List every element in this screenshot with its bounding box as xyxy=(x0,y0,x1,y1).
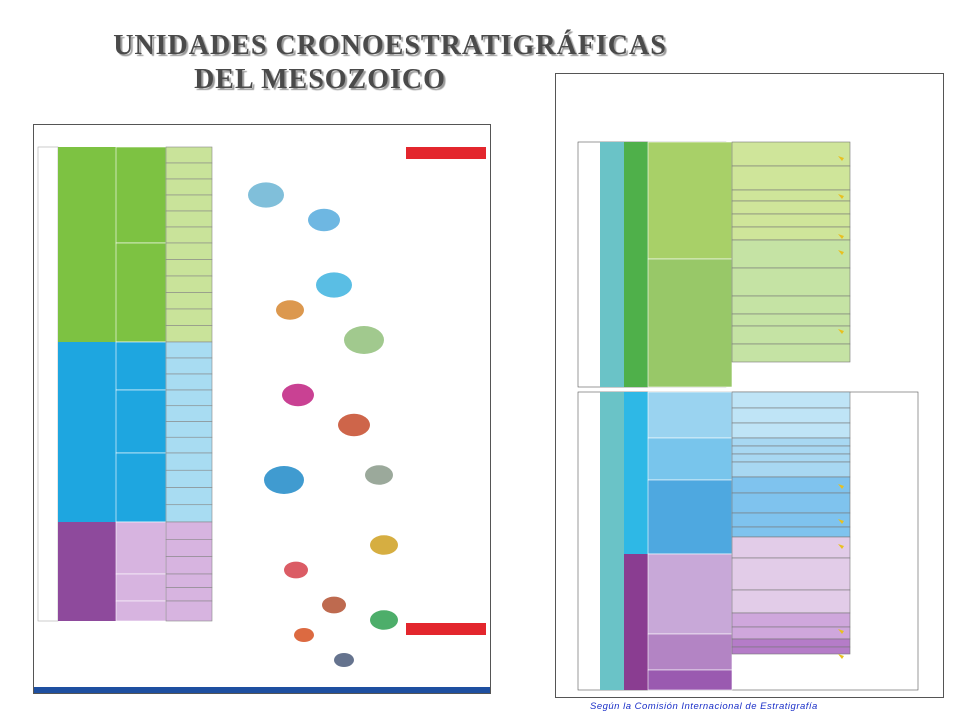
series-tri-inferior xyxy=(648,670,732,690)
stage-cell xyxy=(166,293,212,310)
stage-cell xyxy=(732,344,850,362)
stage-cell xyxy=(732,166,850,190)
stage-cell xyxy=(732,201,850,214)
stage-cell xyxy=(732,423,850,438)
stage-cell xyxy=(732,214,850,227)
stage-cell xyxy=(166,163,212,179)
fossil-illustration-icon xyxy=(338,414,370,436)
stage-cell xyxy=(732,477,850,493)
source-caption: Según la Comisión Internacional de Estratigrafía xyxy=(590,701,818,712)
stage-cell xyxy=(166,147,212,163)
stage-cell xyxy=(732,392,850,408)
left-chart-graphics xyxy=(34,125,490,693)
stage-cell xyxy=(732,446,850,454)
stage-cell xyxy=(166,358,212,374)
stage-cell xyxy=(166,309,212,326)
period-cretacico xyxy=(624,142,648,387)
stage-cell xyxy=(732,142,850,166)
right-ics-chart xyxy=(555,73,944,698)
stage-cell xyxy=(732,527,850,537)
fossil-illustration-icon xyxy=(248,182,284,207)
fossil-illustration-icon xyxy=(276,300,304,320)
stage-cell xyxy=(732,627,850,639)
stage-cell xyxy=(732,240,850,268)
stage-cell xyxy=(732,558,850,590)
stage-cell xyxy=(166,211,212,227)
epoch-keuper xyxy=(116,522,166,574)
stage-cell xyxy=(166,437,212,453)
page-subtitle: DEL MESOZOICO xyxy=(194,64,446,95)
stage-cell xyxy=(166,179,212,195)
series-cret-superior xyxy=(648,142,732,259)
epoch-tri-medio xyxy=(116,574,166,601)
fossil-illustration-icon xyxy=(322,597,346,614)
stage-cell xyxy=(732,408,850,423)
stage-cell xyxy=(166,374,212,390)
stage-cell xyxy=(166,539,212,556)
period-triasico xyxy=(624,554,648,690)
stage-cell xyxy=(732,454,850,462)
stage-cell xyxy=(732,462,850,477)
stage-cell xyxy=(166,227,212,243)
fossil-illustration-icon xyxy=(334,653,354,667)
era-mesozoico-top xyxy=(600,142,624,387)
bottom-strip xyxy=(34,687,490,693)
stage-cell xyxy=(166,601,212,621)
epoch-lias xyxy=(116,453,166,522)
stage-cell xyxy=(732,438,850,446)
left-geologic-chart xyxy=(33,124,491,694)
series-tri-superior xyxy=(648,554,732,634)
epoch-tri-inferior xyxy=(116,601,166,621)
series-jur-medio xyxy=(648,438,732,480)
epoch-dogger xyxy=(116,390,166,453)
stage-cell xyxy=(166,505,212,522)
period-jurasico xyxy=(624,392,648,554)
stage-cell xyxy=(732,639,850,647)
extinction-bar-top xyxy=(406,147,486,159)
stage-cell xyxy=(166,557,212,574)
series-jur-inferior xyxy=(648,480,732,554)
stage-cell xyxy=(166,522,212,539)
stage-cell xyxy=(166,260,212,277)
right-chart-graphics xyxy=(556,74,943,697)
stage-cell xyxy=(732,314,850,326)
stage-cell xyxy=(166,453,212,470)
stage-cell xyxy=(732,296,850,314)
stage-cell xyxy=(166,488,212,505)
epoch-cret-inferior xyxy=(116,243,166,342)
era-mesozoico-bottom xyxy=(600,392,624,690)
stage-cell xyxy=(732,613,850,627)
fossil-illustration-icon xyxy=(264,466,304,494)
series-jur-superior xyxy=(648,392,732,438)
stage-cell xyxy=(166,574,212,588)
stage-cell xyxy=(166,422,212,438)
fossil-illustration-icon xyxy=(284,562,308,579)
fossil-illustration-icon xyxy=(282,384,314,406)
fossil-illustration-icon xyxy=(308,209,340,231)
extinction-bar-bottom xyxy=(406,623,486,635)
stage-cell xyxy=(166,195,212,211)
stage-cell xyxy=(732,227,850,240)
stage-cell xyxy=(732,268,850,296)
stage-cell xyxy=(732,513,850,527)
era-column xyxy=(38,147,58,621)
stage-cell xyxy=(732,493,850,513)
stage-cell xyxy=(732,190,850,201)
page-title: UNIDADES CRONOESTRATIGRÁFICAS xyxy=(113,30,667,61)
series-tri-medio xyxy=(648,634,732,670)
series-cret-inferior xyxy=(648,259,732,387)
stage-cell xyxy=(166,588,212,602)
fossil-illustration-icon xyxy=(370,610,398,630)
stage-cell xyxy=(166,243,212,260)
stage-cell xyxy=(732,326,850,344)
stage-cell xyxy=(732,647,850,654)
stage-cell xyxy=(166,390,212,406)
stage-cell xyxy=(166,276,212,293)
fossil-illustration-icon xyxy=(316,272,352,297)
stage-cell xyxy=(732,590,850,613)
stage-cell xyxy=(166,406,212,422)
fossil-illustration-icon xyxy=(344,326,384,354)
fossil-illustration-icon xyxy=(370,535,398,555)
epoch-cret-superior xyxy=(116,147,166,243)
stage-cell xyxy=(166,342,212,358)
stage-cell xyxy=(166,470,212,487)
fossil-illustration-icon xyxy=(294,628,314,642)
epoch-malm xyxy=(116,342,166,390)
stage-cell xyxy=(166,326,212,343)
fossil-illustration-icon xyxy=(365,465,393,485)
stage-cell xyxy=(732,537,850,558)
